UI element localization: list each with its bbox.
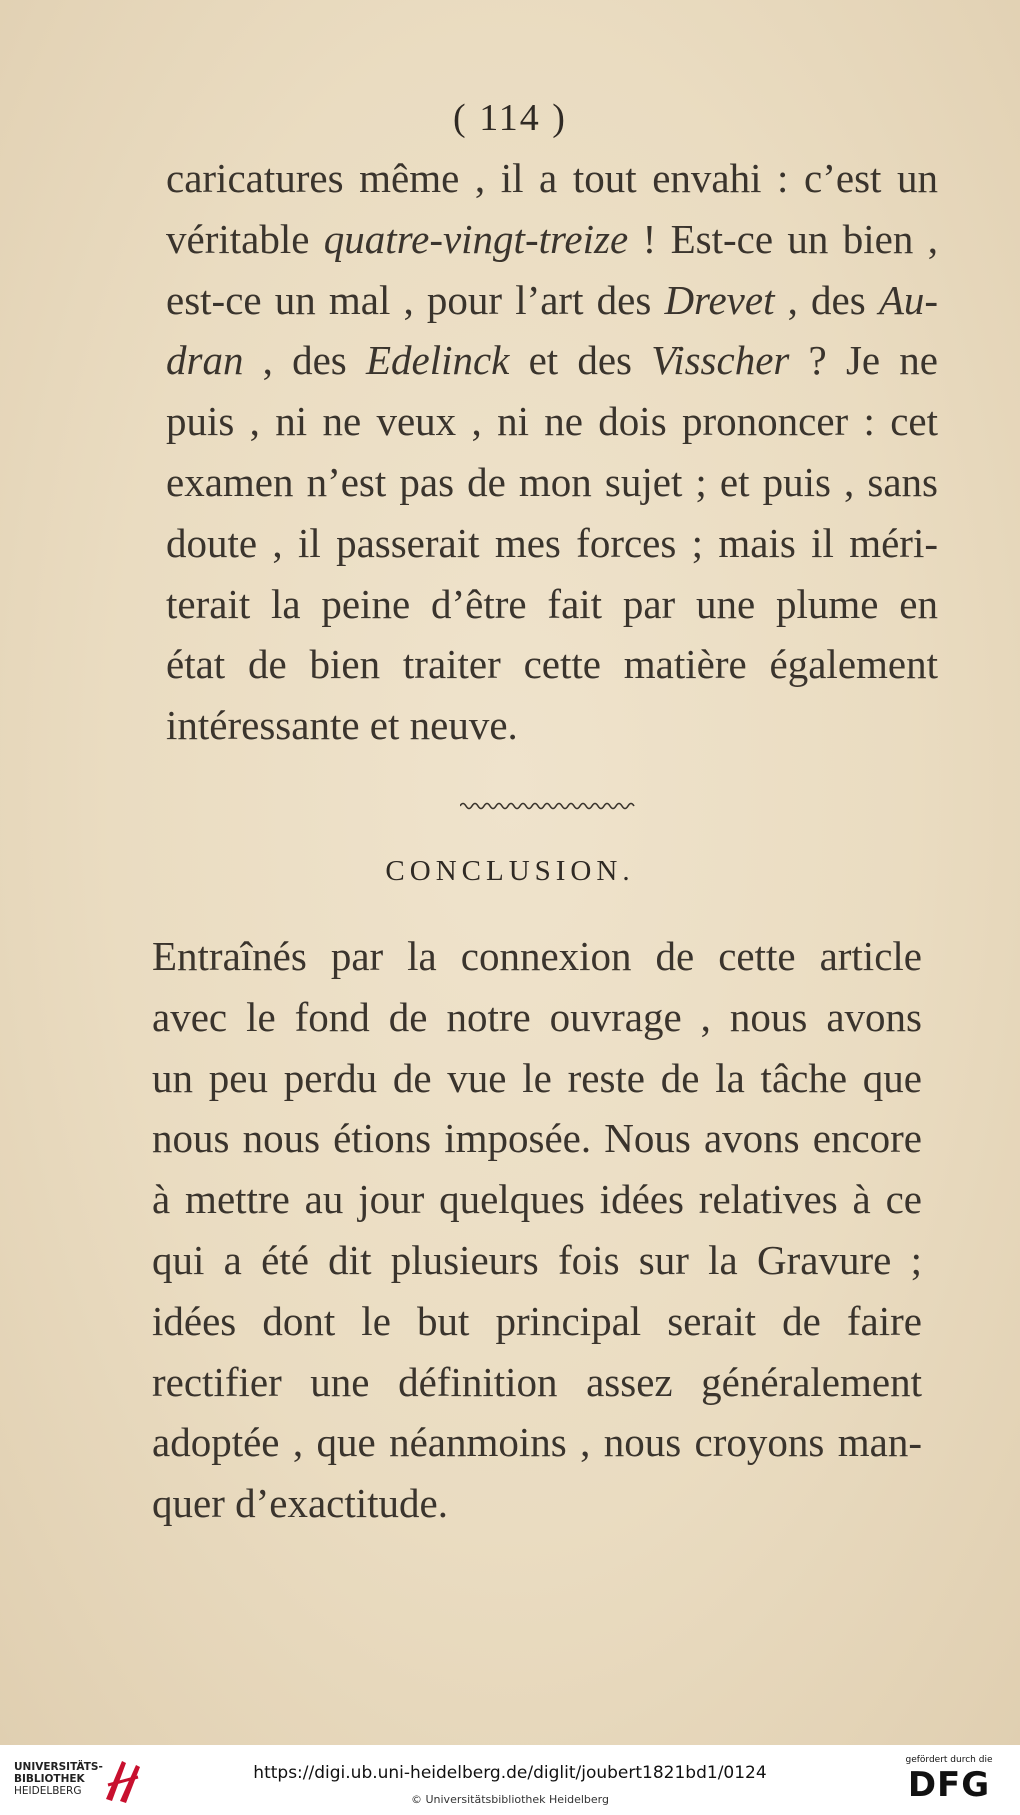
italic-name: Edelinck xyxy=(365,337,510,384)
funder-block xyxy=(894,1755,1004,1805)
dfg-logo: DFG xyxy=(907,1765,991,1805)
text-line: intéressante et neuve. xyxy=(166,702,518,749)
library-name-line2: BIBLIOTHEK xyxy=(14,1773,85,1785)
text-line: quer d’exactitude. xyxy=(152,1480,448,1527)
text-line: qui a été dit plusieurs fois sur la Gravure ; xyxy=(152,1237,922,1283)
library-name-line1: UNIVERSITÄTS- xyxy=(14,1761,103,1773)
text-line: nous nous étions imposée. Nous avons encore xyxy=(152,1115,922,1162)
text-line: avec le fond de notre ouvrage , nous avons xyxy=(152,993,922,1040)
text-line: état de bien traiter cette matière également xyxy=(166,641,938,688)
text-line: à mettre au jour quelques idées relatives à ce xyxy=(152,1176,922,1223)
italic-name: Au- xyxy=(878,276,939,323)
italic-name: quatre-vingt-treize xyxy=(323,215,629,262)
footer-bar xyxy=(0,1745,1020,1815)
text-line: idées dont le but principal serait de faire xyxy=(152,1297,922,1344)
text-line: un peu perdu de vue le reste de la tâche que xyxy=(152,1054,922,1101)
italic-name: Visscher xyxy=(651,337,790,384)
text-line: terait la peine d’être fait par une plume en xyxy=(166,580,938,627)
text-line: véritable quatre-vingt-treize ! Est-ce un bien , xyxy=(166,215,938,262)
copyright-text: © Universitätsbibliothek Heidelberg xyxy=(410,1793,609,1806)
page-number: ( 114 ) xyxy=(453,97,567,139)
source-url-link[interactable]: https://digi.ub.uni-heidelberg.de/diglit/joubert1821bd1/0124 xyxy=(253,1763,767,1783)
text-line: puis , ni ne veux , ni ne dois prononcer : cet xyxy=(166,398,938,445)
text-line: est-ce un mal , pour l’art des Drevet , des Au- xyxy=(166,276,939,323)
text-line: rectifier une définition assez généralement xyxy=(152,1358,922,1405)
text-line: adoptée , que néanmoins , nous croyons man- xyxy=(152,1419,922,1466)
text-line: examen n’est pas de mon sujet ; et puis , sans xyxy=(166,459,938,505)
funder-note: gefördert durch die xyxy=(905,1755,993,1765)
library-name-line3: HEIDELBERG xyxy=(14,1785,82,1797)
text-line: doute , il passerait mes forces ; mais il méri- xyxy=(166,519,938,566)
section-heading: CONCLUSION. xyxy=(385,855,635,887)
text-line: caricatures même , il a tout envahi : c’est un xyxy=(166,155,938,201)
ornament-divider xyxy=(460,800,638,812)
italic-name: dran xyxy=(166,337,244,384)
text-line: Entraînés par la connexion de cette article xyxy=(152,933,922,979)
text-line: dran , des Edelinck et des Visscher ? Je ne xyxy=(166,337,938,384)
italic-name: Drevet xyxy=(664,276,775,323)
